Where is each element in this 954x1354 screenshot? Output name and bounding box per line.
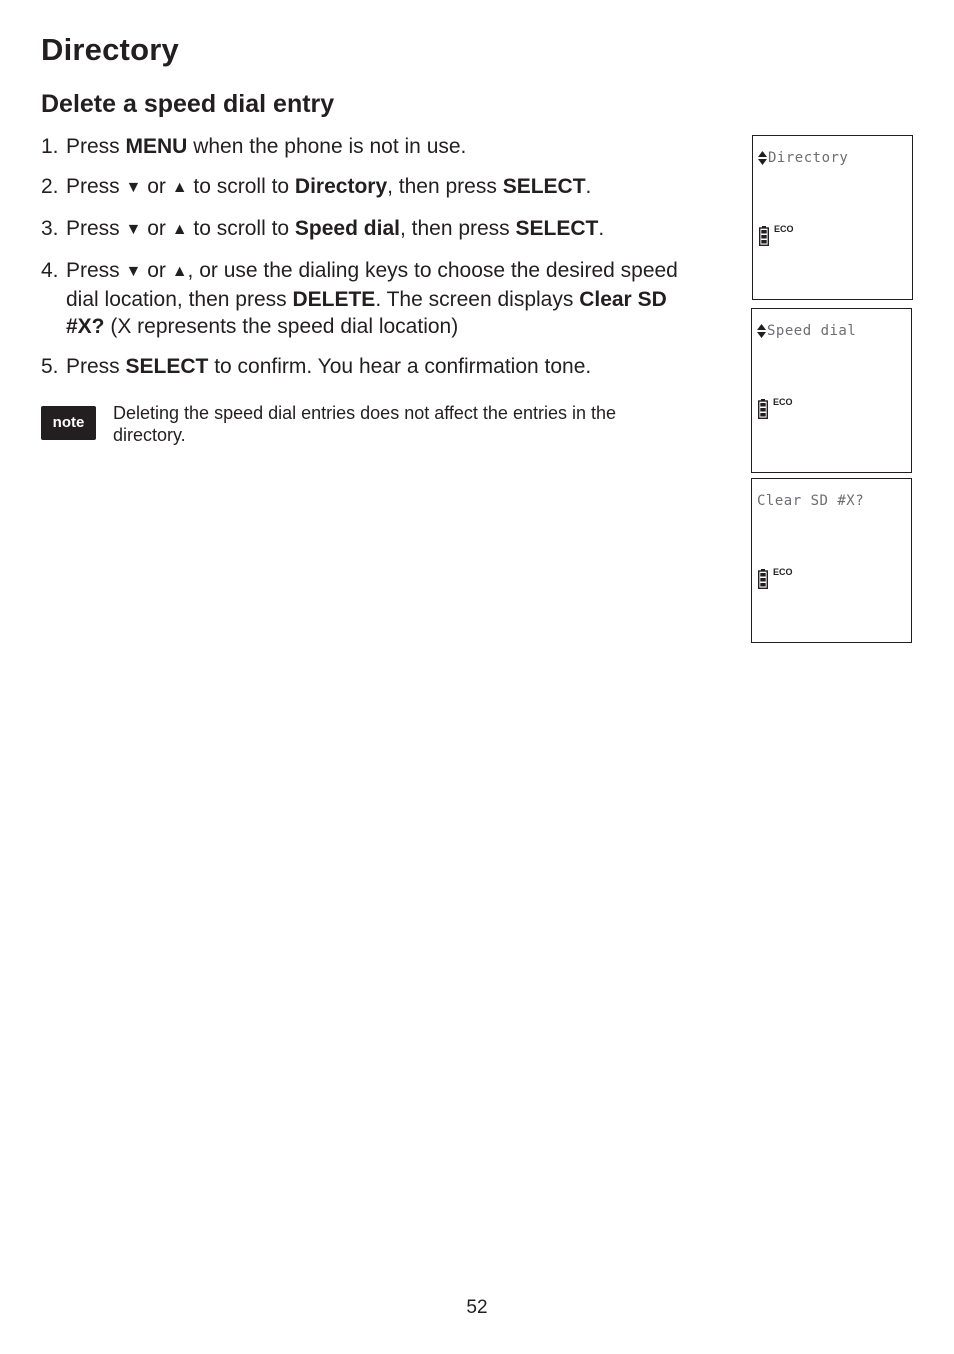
handset-screen-directory [752, 135, 913, 300]
battery-icon [759, 226, 769, 246]
step-text: , then press [387, 175, 503, 198]
lcd-line [757, 493, 864, 509]
step-text: . [598, 217, 605, 240]
key-delete: DELETE [292, 288, 376, 311]
step-text: , or use the dialing keys to choose the desired speed dial location, then press [66, 259, 678, 311]
key-menu: MENU [125, 135, 188, 158]
menu-directory: Directory [294, 175, 388, 198]
step-text: . The screen displays [375, 288, 580, 311]
step-3 [41, 215, 706, 244]
step-4 [41, 257, 706, 340]
eco-indicator: ECO [773, 397, 793, 407]
up-arrow-icon: ▲ [171, 221, 188, 238]
step-1 [41, 133, 706, 160]
up-arrow-icon: ▲ [171, 263, 188, 280]
step-text: Press [66, 135, 126, 158]
lcd-text: Speed dial [767, 323, 857, 339]
eco-indicator: ECO [773, 567, 793, 577]
step-text: or [141, 259, 172, 282]
up-arrow-icon: ▲ [171, 179, 188, 196]
step-text: Press [66, 355, 126, 378]
handset-screen-clear-sd [751, 478, 912, 643]
battery-icon [758, 569, 768, 589]
step-text: or [141, 217, 172, 240]
down-arrow-icon: ▼ [125, 179, 142, 196]
eco-indicator: ECO [774, 224, 794, 234]
lcd-line [758, 150, 848, 166]
up-down-arrows-icon [758, 151, 767, 165]
step-2 [41, 173, 706, 202]
step-text: or [141, 175, 172, 198]
step-text: to confirm. You hear a confirmation tone. [208, 355, 592, 378]
screen-message: Clear SD #X? [66, 288, 667, 338]
step-text: Press [66, 217, 126, 240]
step-text: to scroll to [187, 217, 295, 240]
key-select: SELECT [515, 217, 599, 240]
down-arrow-icon: ▼ [125, 263, 142, 280]
step-text: to scroll to [187, 175, 295, 198]
note-text: Deleting the speed dial entries does not affect the entries in the directory. [113, 403, 616, 445]
lcd-line [757, 323, 856, 339]
key-select: SELECT [502, 175, 586, 198]
step-number: 2. [41, 175, 59, 198]
handset-screen-speed-dial [751, 308, 912, 473]
down-arrow-icon: ▼ [125, 221, 142, 238]
step-5 [41, 353, 706, 380]
step-text: (X represents the speed dial location) [104, 315, 459, 338]
page-title: Directory [41, 32, 179, 67]
note-badge: note [41, 406, 96, 440]
step-number: 4. [41, 259, 59, 282]
step-number: 3. [41, 217, 59, 240]
section-title: Delete a speed dial entry [41, 90, 335, 118]
step-number: 1. [41, 135, 59, 158]
lcd-text: Directory [768, 150, 849, 166]
step-text: Press [66, 259, 126, 282]
step-text: . [585, 175, 592, 198]
lcd-text: Clear SD #X? [757, 493, 865, 509]
step-text: Press [66, 175, 126, 198]
step-text: , then press [399, 217, 516, 240]
key-select: SELECT [125, 355, 209, 378]
page-number: 52 [466, 1297, 488, 1318]
battery-icon [758, 399, 768, 419]
menu-speed-dial: Speed dial [294, 217, 400, 240]
up-down-arrows-icon [757, 324, 766, 338]
step-text: when the phone is not in use. [187, 135, 467, 158]
steps-list [41, 133, 706, 393]
step-number: 5. [41, 355, 59, 378]
